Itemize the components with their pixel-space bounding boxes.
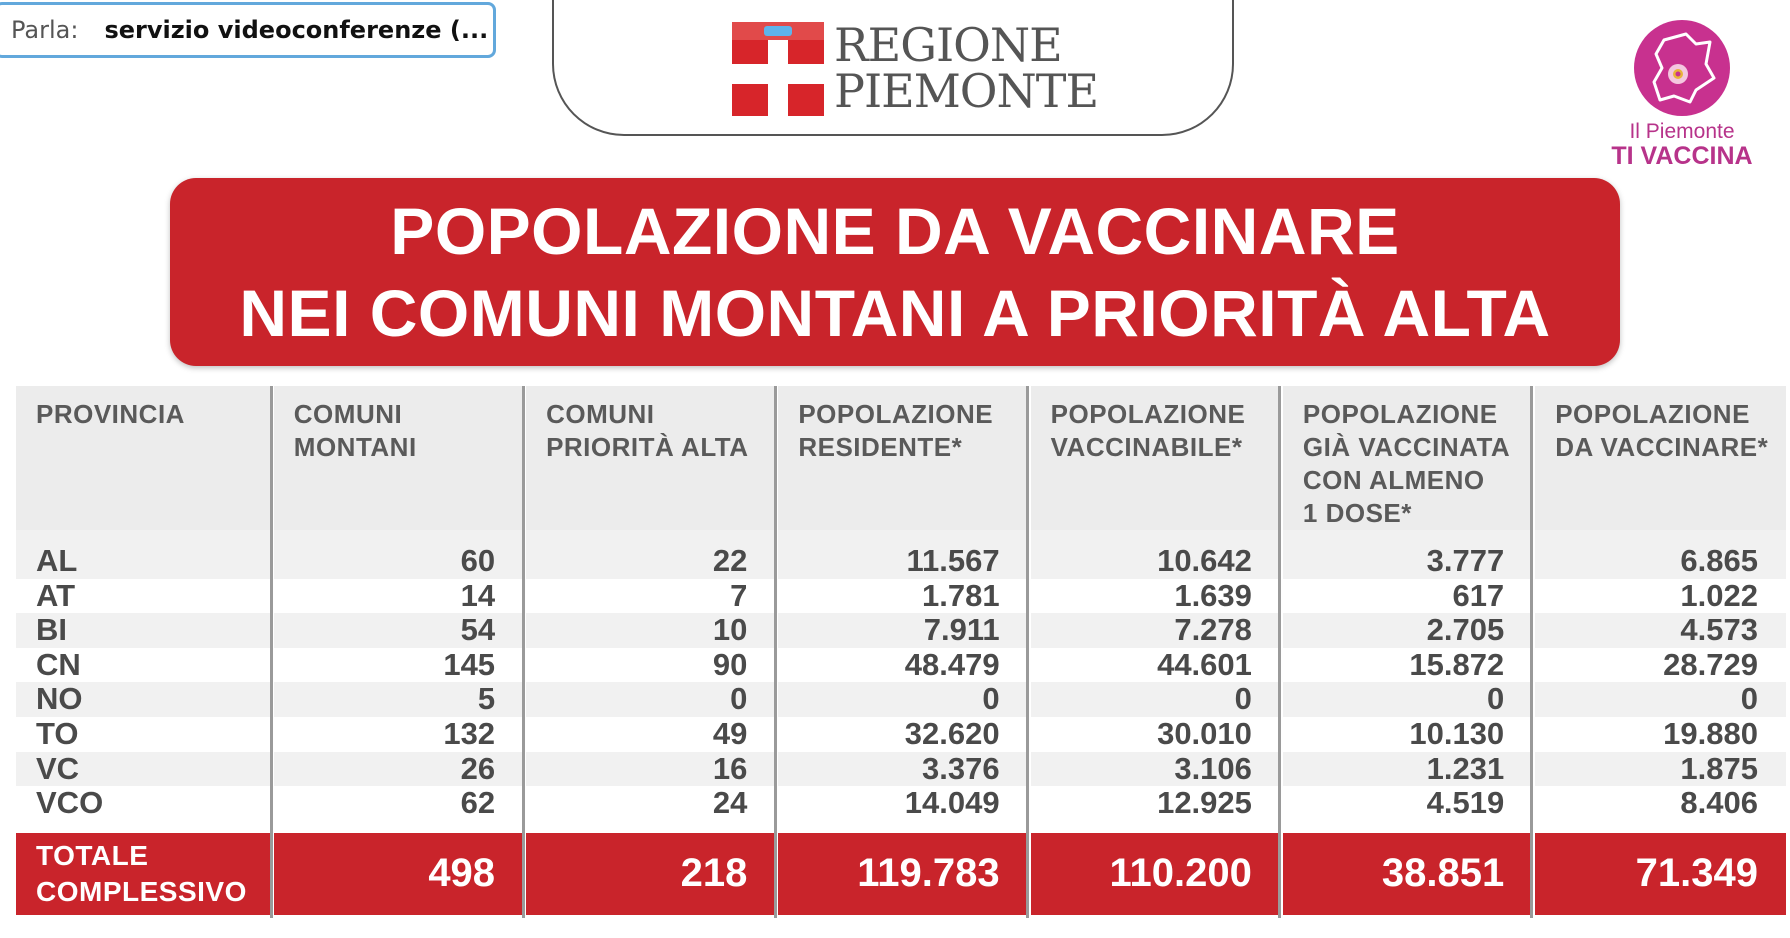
region-logo-line1: REGIONE	[834, 18, 1062, 72]
title-line1: POPOLAZIONE DA VACCINARE	[390, 194, 1400, 268]
table-row	[16, 544, 1786, 579]
total-value-cell: 110.200	[1029, 833, 1281, 915]
value-cell: 0	[1029, 682, 1281, 717]
total-row	[16, 833, 1786, 915]
value-cell: 16	[525, 752, 777, 787]
value-cell: 19.880	[1534, 717, 1786, 752]
province-cell: BI	[16, 613, 272, 648]
value-cell: 24	[525, 786, 777, 821]
province-cell: AT	[16, 579, 272, 614]
value-cell: 10	[525, 613, 777, 648]
table-row	[16, 648, 1786, 683]
column-header-line: 1 DOSE*	[1302, 498, 1412, 528]
total-label-line2: COMPLESSIVO	[36, 875, 247, 907]
value-cell: 32.620	[777, 717, 1029, 752]
column-header	[1029, 386, 1281, 530]
column-header-line: DA VACCINARE*	[1555, 432, 1769, 462]
title-line2: NEI COMUNI MONTANI A PRIORITÀ ALTA	[239, 276, 1551, 350]
value-cell: 5	[272, 682, 524, 717]
value-cell: 3.376	[777, 752, 1029, 787]
value-cell: 10.642	[1029, 544, 1281, 579]
table-row	[16, 579, 1786, 614]
value-cell: 14.049	[777, 786, 1029, 821]
province-cell: TO	[16, 717, 272, 752]
table-header-row	[16, 386, 1786, 530]
value-cell: 62	[272, 786, 524, 821]
value-cell: 7.278	[1029, 613, 1281, 648]
column-header	[1534, 386, 1786, 530]
column-header-line: COMUNI	[293, 399, 403, 429]
speaker-name: servizio videoconferenze (...	[104, 16, 489, 44]
province-cell: VC	[16, 752, 272, 787]
value-cell: 4.573	[1534, 613, 1786, 648]
piemonte-flag-icon	[732, 22, 824, 116]
value-cell: 60	[272, 544, 524, 579]
speaker-label: Parla:	[11, 16, 79, 44]
value-cell: 4.519	[1281, 786, 1533, 821]
value-cell: 49	[525, 717, 777, 752]
value-cell: 54	[272, 613, 524, 648]
value-cell: 0	[1281, 682, 1533, 717]
value-cell: 7	[525, 579, 777, 614]
column-header-line: PRIORITÀ ALTA	[546, 432, 749, 462]
column-divider	[1026, 386, 1029, 918]
value-cell: 3.106	[1029, 752, 1281, 787]
campaign-logo-caption	[1600, 120, 1764, 168]
column-divider	[1530, 386, 1533, 918]
value-cell: 48.479	[777, 648, 1029, 683]
value-cell: 1.231	[1281, 752, 1533, 787]
province-cell: CN	[16, 648, 272, 683]
total-value-cell: 38.851	[1281, 833, 1533, 915]
value-cell: 617	[1281, 579, 1533, 614]
value-cell: 1.781	[777, 579, 1029, 614]
value-cell: 0	[777, 682, 1029, 717]
total-label	[16, 833, 272, 915]
column-header-line: POPOLAZIONE	[1555, 399, 1750, 429]
total-value-cell: 71.349	[1534, 833, 1786, 915]
value-cell: 12.925	[1029, 786, 1281, 821]
value-cell: 7.911	[777, 613, 1029, 648]
column-header-line: RESIDENTE*	[798, 432, 963, 462]
value-cell: 26	[272, 752, 524, 787]
table-row	[16, 786, 1786, 821]
column-header-line: MONTANI	[293, 432, 417, 462]
province-cell: AL	[16, 544, 272, 579]
table-row	[16, 717, 1786, 752]
value-cell: 28.729	[1534, 648, 1786, 683]
column-header-line: CON ALMENO	[1302, 465, 1485, 495]
column-header-line: POPOLAZIONE	[1050, 399, 1246, 429]
value-cell: 44.601	[1029, 648, 1281, 683]
column-divider	[1278, 386, 1281, 918]
value-cell: 1.022	[1534, 579, 1786, 614]
column-divider	[774, 386, 777, 918]
value-cell: 8.406	[1534, 786, 1786, 821]
value-cell: 30.010	[1029, 717, 1281, 752]
value-cell: 132	[272, 717, 524, 752]
value-cell: 10.130	[1281, 717, 1533, 752]
value-cell: 2.705	[1281, 613, 1533, 648]
value-cell: 3.777	[1281, 544, 1533, 579]
value-cell: 0	[525, 682, 777, 717]
value-cell: 15.872	[1281, 648, 1533, 683]
title-banner	[170, 178, 1620, 366]
column-header-line: POPOLAZIONE	[1302, 399, 1498, 429]
column-header-line: GIÀ VACCINATA	[1302, 432, 1511, 462]
region-logo-line2: PIEMONTE	[834, 64, 1099, 118]
column-header-line: PROVINCIA	[36, 399, 185, 429]
value-cell: 1.875	[1534, 752, 1786, 787]
total-value-cell: 119.783	[777, 833, 1029, 915]
total-value-cell: 218	[525, 833, 777, 915]
total-label-line1: TOTALE	[36, 839, 149, 871]
column-header-line: VACCINABILE*	[1050, 432, 1243, 462]
region-logo-text	[834, 18, 1099, 118]
active-speaker-indicator	[0, 2, 496, 58]
table-row	[16, 682, 1786, 717]
column-header	[525, 386, 777, 530]
total-value-cell: 498	[272, 833, 524, 915]
campaign-logo-line1: Il Piemonte	[1629, 120, 1735, 143]
value-cell: 90	[525, 648, 777, 683]
campaign-logo-line2: TI VACCINA	[1611, 142, 1753, 170]
value-cell: 6.865	[1534, 544, 1786, 579]
column-header-line: COMUNI	[546, 399, 655, 429]
table-row	[16, 613, 1786, 648]
column-header	[1281, 386, 1533, 530]
column-header	[777, 386, 1029, 530]
province-cell: NO	[16, 682, 272, 717]
column-header	[16, 386, 272, 530]
column-divider	[270, 386, 273, 918]
vaccination-table	[16, 386, 1786, 915]
column-header-line: POPOLAZIONE	[798, 399, 994, 429]
value-cell: 0	[1534, 682, 1786, 717]
piemonte-map-icon	[1634, 20, 1730, 116]
value-cell: 22	[525, 544, 777, 579]
column-header	[272, 386, 524, 530]
table-row	[16, 752, 1786, 787]
value-cell: 11.567	[777, 544, 1029, 579]
value-cell: 14	[272, 579, 524, 614]
value-cell: 1.639	[1029, 579, 1281, 614]
province-cell: VCO	[16, 786, 272, 821]
column-divider	[522, 386, 525, 918]
value-cell: 145	[272, 648, 524, 683]
